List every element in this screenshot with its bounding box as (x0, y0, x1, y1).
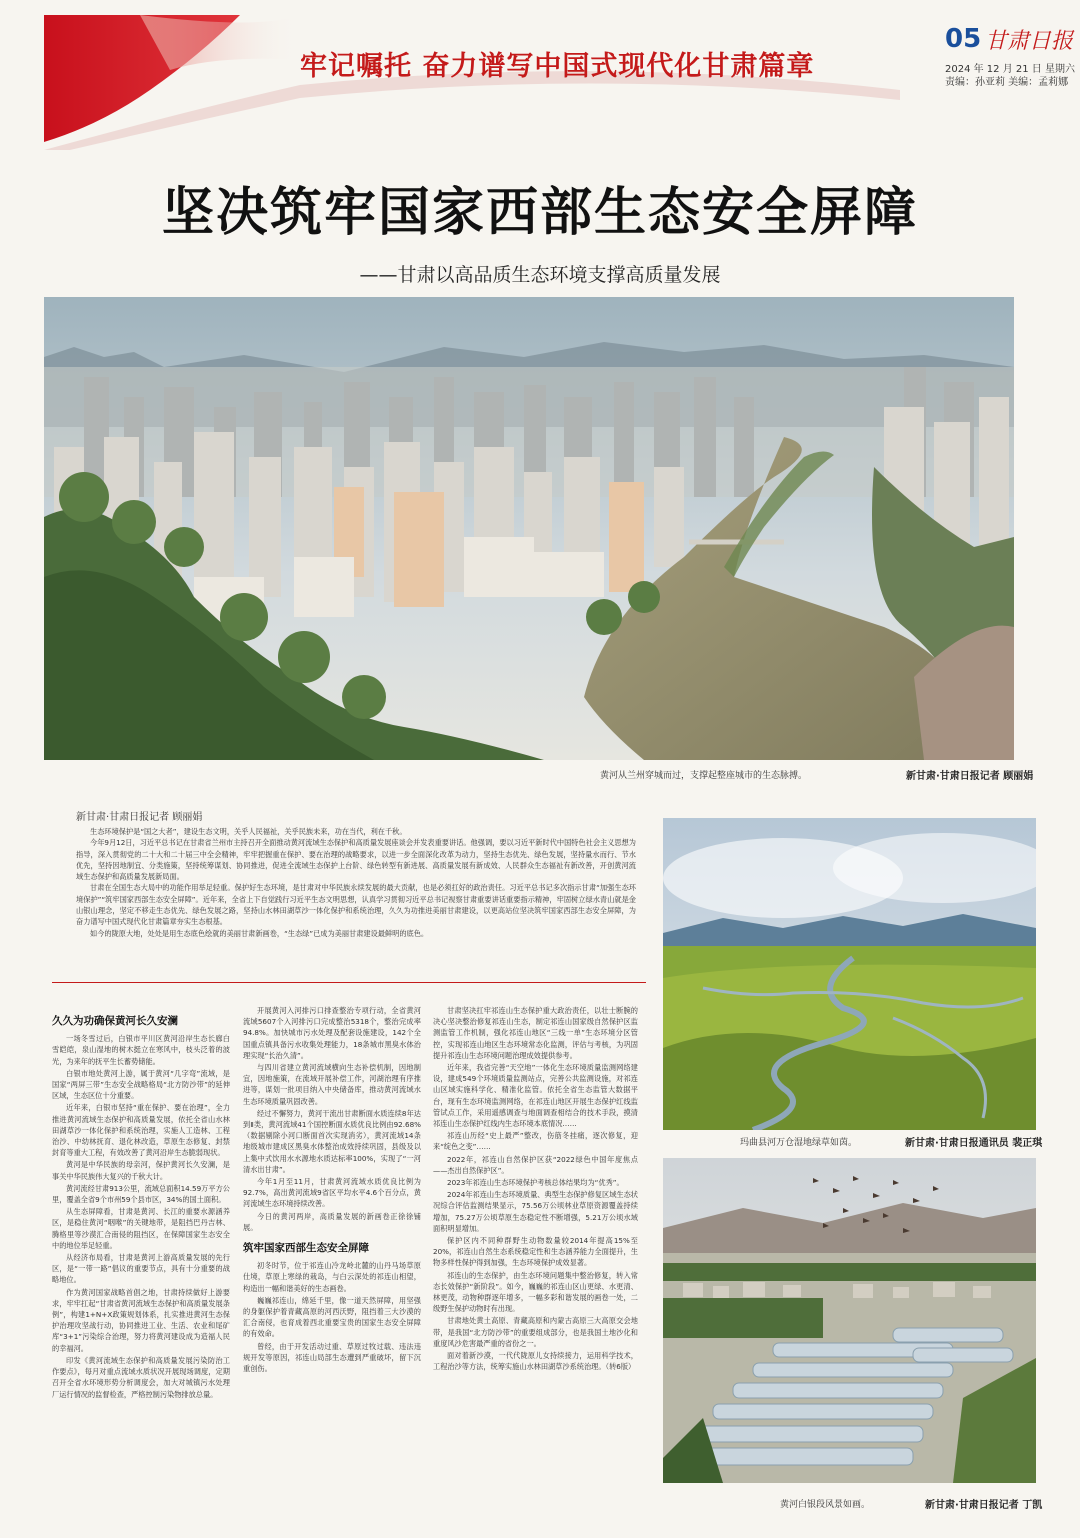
body-paragraph: 今日的黄河两岸，高质量发展的新画卷正徐徐铺展。 (243, 1211, 421, 1232)
article-headline: 坚决筑牢国家西部生态安全屏障 (161, 183, 918, 243)
body-paragraph: 黄河流经甘肃913公里，流域总面积14.59万平方公里，覆盖全省9个市州59个县市区，34%的国土面积。 (52, 1183, 230, 1205)
village-photo-credit: 新甘肃·甘肃日报记者 丁凯 (925, 1500, 1043, 1511)
body-paragraph: 经过不懈努力，黄河干流出甘肃断面水质连续8年达到Ⅱ类，黄河流域41个国控断面水质优良比例由92.68%（数据剔除小河口断面首次实现消劣），黄河流域14条地级城市建成区黑臭水体整治成效持续巩固，县级及以上集中式饮用水水源地水质达标率100%，实现了“一河清水出甘肃”。 (243, 1108, 421, 1174)
body-paragraph: 白银市地处黄河上游，属于黄河“几字弯”流域，是国家“两屏三带”生态安全战略格局“北方防沙带”的延伸区域，生态区位十分重要。 (52, 1068, 230, 1101)
body-paragraph: 巍巍祁连山，绵延千里，像一道天然屏障，用坚强的身躯保护着青藏高原的河西沃野，阻挡着三大沙漠的汇合南侵，也育成着西北重要宝贵的国家生态安全屏障的有效命。 (243, 1295, 421, 1339)
body-paragraph: 黄河是中华民族的母亲河，保护黄河长久安澜，是事关中华民族伟大复兴的千秋大计。 (52, 1160, 230, 1181)
body-paragraph: 甘肃坚决扛牢祁连山生态保护重大政治责任，以壮士断腕的决心坚决整治修复祁连山生态，制定祁连山国家级自然保护区监测监管工作机制，强化祁连山地区“三线一单”生态环境分区管控，实现祁连山地区生态环境常态化监测，评估与考核，为巩固提升祁连山生态环境问题治理成效提供参考。 (433, 1006, 638, 1060)
lead-paragraph: 如今的陇原大地，处处是用生态底色绘就的美丽甘肃新画卷，“生态绿”已成为美丽甘肃建设最鲜明的底色。 (90, 928, 429, 938)
lead-paragraph: 甘肃在全国生态大局中的功能作用举足轻重。保护好生态环境，是甘肃对中华民族永续发展的最大贡献，也是必须扛好的政治责任。习近平总书记多次指示甘肃“加强生态环境保护”“筑牢国家西部生态安全屏障”。近年来，全省上下自觉践行习近平生态文明思想，认真学习贯彻习近平总书记视察甘肃重要讲话重要指示精神，牢固树立绿水青山就是金山银山理念，坚定不移走生态优先、绿色发展之路，坚持山水林田湖草沙一体化保护和系统治理，久久为功推进美丽甘肃建设，以更高站位坚决筑牢国家西部生态安全屏障，为奋力谱写中国式现代化甘肃篇章夯实生态根基。 (76, 883, 636, 927)
body-paragraph: 从经济布局看，甘肃是黄河上游高质量发展的先行区，是“一带一路”倡议的重要节点，具有十分重要的战略地位。 (52, 1253, 230, 1285)
wetland-photo-credit: 新甘肃·甘肃日报通讯员 裴正琪 (905, 1138, 1043, 1149)
article-subheadline: ——甘肃以高品质生态环境支撑高质量发展 (359, 264, 721, 286)
main-photo-caption: 黄河从兰州穿城而过，支撑起整座城市的生态脉搏。 (600, 771, 808, 781)
body-paragraph: 近年来，白银市坚持“重在保护、要在治理”，全力推进黄河流域生态保护和高质量发展，依托全省山水林田湖草沙一体化保护和系统治理，实施人工造林、工程治沙、中幼林抚育、退化林改造，草原生态修复、封禁封育等重大工程，有效改善了黄河沿岸生态脆弱现状。 (52, 1103, 230, 1158)
body-paragraph: 祁连山历经“史上最严”整改，伤筋冬挂痛，逐次修复，迎来“绽色之变”…… (433, 1131, 638, 1152)
article-byline: 新甘肃·甘肃日报记者 顾丽娟 (76, 812, 203, 823)
section-divider (52, 982, 646, 983)
issue-date: 2024 年 12 月 21 日 星期六 (945, 64, 1075, 75)
article-lead (76, 826, 636, 939)
body-paragraph: 开展黄河入河排污口排查整治专项行动，全省黄河流域5607个入河排污口完成整治5318个，整治完成率94.8%。加快城市污水处理及配套设施建设，142个全国重点镇具备污水收集处理能力，18条城市黑臭水体治理实现“长治久清”。 (243, 1006, 421, 1060)
body-paragraph: 2022年，祁连山自然保护区获“2022绿色中国年度焦点——杰出自然保护区”。 (433, 1154, 638, 1175)
body-paragraph: 近年来，我省完善“天空地”一体化生态环境质量监测网络建设，建成549个环境质量监测站点，完善公共监测设施，对祁连山区域实施科学化、精准化监管。依托全省生态监管大数据平台，现有生态环境监测网络，在祁连山地区开展生态保护红线监管试点工作，采用遥感调查与地面调查相结合的技术手段，摸清祁连山生态保护红线内生态环境本底情况…… (433, 1063, 638, 1129)
body-paragraph: 作为黄河国家战略首倡之地，甘肃持续做好上游要求，牢牢扛起“甘肃省黄河流域生态保护和高质量发展条例”，构建1+N+X政策规划体系，扎实推进黄河生态保护治理攻坚战行动，协同推进工业、生活、农业和尾矿库“3+1”污染综合治理，努力将黄河建设成为造福人民的幸福河。 (52, 1287, 230, 1353)
body-paragraph: 与四川省建立黄河流域横向生态补偿机制，因地制宜，因地施策，在流域开展补偿工作，河湖治理有序推进等，谋划一批项目纳入中央储备库，推动黄河流域水生态环境质量巩固改善。 (243, 1063, 421, 1106)
body-paragraph: 一场冬雪过后，白银市平川区黄河沿岸生态长廊白雪皑皑，泉山湿地的树木挺立在寒风中，枝头泛着的波光，为来年的抚平生长蓄势储能。 (52, 1034, 230, 1066)
body-paragraph: 2023年祁连山生态环境保护考核总体结果均为“优秀”。 (447, 1178, 624, 1188)
article-column-2 (243, 1005, 421, 1527)
maqu-wetland-photo (663, 818, 1036, 1130)
page-number: 05 (945, 24, 982, 54)
body-paragraph: 保护区内不同种群野生动物数量较2014年提高15%至20%，祁连山自然生态系统稳定性和生态涵养能力全面提升，生物多样性保护得到加强，生态环境保护成效显著。 (433, 1236, 638, 1268)
article-column-1 (52, 1012, 230, 1527)
body-paragraph: 2024年祁连山生态环境质量、典型生态保护修复区域生态状况综合评估监测结果显示，75.56万公顷林业草原资源覆盖持续增加，75.27万公顷草原生态稳定性不断增强，5.21万公顷水域面积明显增加。 (433, 1190, 638, 1233)
main-photo-credit: 新甘肃·甘肃日报记者 顾丽娟 (906, 771, 1034, 782)
header-slogan: 牢记嘱托 奋力谱写中国式现代化甘肃篇章 (300, 51, 815, 82)
wetland-photo-caption: 玛曲县河万仓湿地绿草如茵。 (740, 1138, 858, 1148)
lead-paragraph: 生态环境保护是“国之大者”，建设生态文明，关乎人民福祉，关乎民族未来，功在当代，利在千秋。 (90, 827, 407, 836)
body-paragraph: 祁连山的生态保护，由生态环境问题集中整治修复，转入常态长效保护“新阶段”。如今，巍巍的祁连山区山更绿、水更清、林更茂，动物种群逐年增多，一幅多彩和谐发展的画卷一处，二级野生保护动物时有出现。 (433, 1270, 638, 1314)
lanzhou-city-photo (44, 297, 1014, 760)
body-paragraph: 甘肃地处黄土高原、青藏高原和内蒙古高原三大高原交会地带，是我国“北方防沙带”的重要组成部分，也是我国土地沙化和重度风沙危害最严重的省份之一。 (433, 1316, 638, 1348)
body-paragraph: 印发《黄河流域生态保护和高质量发展污染防治工作要点》，每月对重点流域水质状况开展现场调度，定期召开全省水环境形势分析调度会，加大对城镇污水处理厂运行情况的监督检查，严格控制污染物排放总量。 (52, 1355, 230, 1399)
village-photo-caption: 黄河白银段风景如画。 (780, 1500, 871, 1510)
editor-credits: 责编：孙亚莉 美编：孟莉娜 (945, 77, 1069, 88)
article-column-3 (433, 1005, 638, 1527)
lead-paragraph: 今年9月12日，习近平总书记在甘肃省兰州市主持召开全面推动黄河流域生态保护和高质量发展座谈会并发表重要讲话。他强调，要以习近平新时代中国特色社会主义思想为指导，深入贯彻党的二十大和二十届三中全会精神，牢牢把握重在保护、要在治理的战略要求，以进一步全面深化改革为动力，坚持生态优先、绿色发展，坚持量水而行、节水优先，坚持因地制宜、分类施策，坚持统筹谋划、协同推进，促进全流域生态保护上台阶、绿色转型有新进展、高质量发展有新成效、人民群众生态福祉有新改善，开创黄河流域生态保护和高质量发展新局面。 (76, 838, 636, 882)
body-paragraph: 面对着新沙漠，一代代陇原儿女持续接力，运用科学技术，工程治沙等方法，统筹实施山水林田湖草沙系统治理。（转6版） (433, 1351, 638, 1372)
newspaper-logo: 甘肃日报 (985, 29, 1074, 54)
baiyin-yellow-river-photo (663, 1158, 1036, 1483)
body-paragraph: 今年1月至11月，甘肃黄河流域水质优良比例为92.7%，高出黄河流域9省区平均水平4.6个百分点，黄河流域生态环境持续改善。 (243, 1177, 421, 1209)
body-paragraph: 初冬时节，位于祁连山冷龙岭北麓的山丹马场草原仕境，草原上寒绿的栽岛，与白云深处的祁连山相望，构造出一幅和谐美好的生态画卷。 (243, 1261, 421, 1293)
body-paragraph: 从生态屏障看，甘肃是黄河、长江的重要水源涵养区，是稳住黄河“咽喉”的关键地带，是阻挡巴丹吉林、腾格里等沙漠汇合南侵的阻挡区，在保障国家生态安全中的地位举足轻重。 (52, 1207, 230, 1250)
body-paragraph: 曾经，由于开发活动过重、草原过牧过载、违法违规开发等原因，祁连山局部生态遭到严重破坏，留下沉重创伤。 (243, 1341, 421, 1374)
section-heading: 久久为功确保黄河长久安澜 (52, 1015, 178, 1027)
section-heading: 筑牢国家西部生态安全屏障 (243, 1242, 369, 1255)
